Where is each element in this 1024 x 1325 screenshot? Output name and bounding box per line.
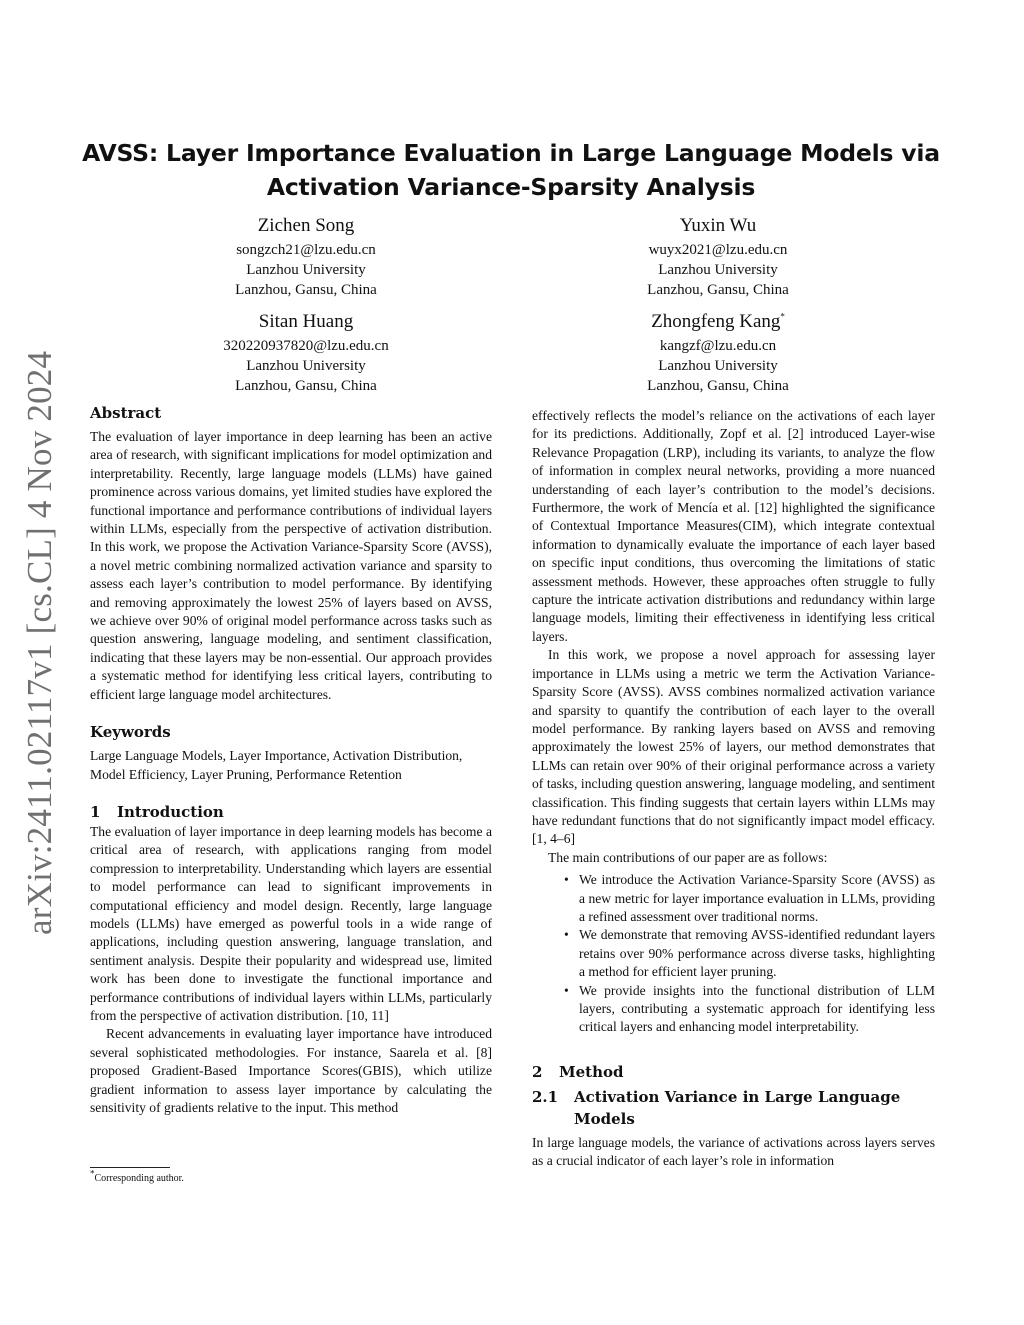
intro-paragraph-4: In this work, we propose a novel approach for assessing layer importance in LLMs using a metric we term the Activation Variance-Sparsity Score (AVSS). AVSS combines normalized activation variance and sparsity to quantify the contribution of each layer to the overall model performance. By ranking layers based on AVSS and removing approximately the lowest 25% of layers, our method demonstrates that LLMs can retain over 90% of their original performance across a variety of tasks, including question answering, language modeling, and sentiment classification. This finding suggests that certain layers within LLMs may have redundant functions that do not significantly impact model efficacy. [1, 4–6]: [532, 647, 935, 847]
author-name: Zhongfeng Kang*: [651, 311, 785, 332]
left-column: [90, 402, 492, 1117]
footnote-text: Corresponding author.: [94, 1173, 184, 1184]
list-item: • We introduce the Activation Variance-Sparsity Score (AVSS) as a new metric for layer importance evaluation in LLMs, providing a refined assessment over traditional norms.: [564, 872, 935, 924]
author-location: Lanzhou, Gansu, China: [235, 282, 377, 298]
author-location: Lanzhou, Gansu, China: [647, 378, 789, 394]
abstract-text: The evaluation of layer importance in deep learning has been an active area of research, with significant implications for model optimization and interpretability. Recently, large language models (LLMs) have gained prominence across various domains, yet limited studies have explored the functional importance and performance contributions of individual layers within LLMs, especially from the perspective of activation distribution. In this work, we propose the Activation Variance-Sparsity Score (AVSS), a novel metric combining normalized activation variance and sparsity to assess each layer’s contribution to model performance. By identifying and removing approximately the lowest 25% of layers based on AVSS, we achieve over 90% of original model performance across tasks such as question answering, language modeling, and sentiment classification, indicating that these layers may be non-essential. Our approach provides a systematic method for identifying less critical layers, contributing to efficient large language model architectures.: [90, 429, 492, 702]
introduction-heading: [90, 801, 492, 823]
author-block-2: [568, 214, 868, 300]
keywords-text: Large Language Models, Layer Importance, Activation Distribution, Model Efficiency, Layer Pruning, Performance Retention: [90, 748, 463, 782]
bullet-icon: •: [564, 872, 569, 888]
list-item: • We provide insights into the functional distribution of LLM layers, contributing a systematic approach for identifying less critical layers and enhancing model interpretability.: [564, 982, 935, 1035]
subsection-title: Activation Variance in Large Language Models: [574, 1087, 901, 1128]
author-block-1: [156, 214, 456, 300]
author-name: Yuxin Wu: [679, 215, 757, 236]
title-line-1: AVSS: Layer Importance Evaluation in Large Language Models via: [82, 139, 940, 167]
intro-paragraph-1: The evaluation of layer importance in deep learning models has become a critical area of research, with applications ranging from model compression to interpretability. Understanding which layers are essential to model performance can lead to significant improvements in computational efficiency and model design. Recently, large language models (LLMs) have emerged as powerful tools in a wide range of applications, including question answering, language translation, and sentiment analysis. Despite their popularity and widespread use, limited work has been done to investigate the functional importance and performance contributions of individual layers within LLMs, particularly from the perspective of activation distribution. [10, 11]: [90, 823, 492, 1023]
intro-paragraph-5: The main contributions of our paper are as follows:: [548, 849, 828, 865]
author-affiliation: Lanzhou University: [658, 262, 778, 278]
subsection-number: 2.1: [532, 1087, 559, 1106]
section-number: 1: [90, 802, 101, 821]
author-location: Lanzhou, Gansu, China: [647, 282, 789, 298]
abstract-heading: Abstract: [90, 404, 162, 422]
footnote-mark: *: [90, 1168, 95, 1179]
footnote: [90, 1168, 184, 1184]
section-title: Method: [559, 1062, 624, 1081]
footnote-divider: [90, 1167, 170, 1168]
bullet-icon: •: [564, 982, 569, 998]
author-name: Zichen Song: [257, 215, 355, 236]
author-block-4: [568, 310, 868, 396]
author-block-3: [156, 310, 456, 396]
contributions-list: [532, 871, 935, 1037]
corresponding-author-mark: *: [780, 311, 785, 322]
author-name: Sitan Huang: [258, 311, 354, 332]
author-email: 320220937820@lzu.edu.cn: [223, 338, 389, 354]
author-affiliation: Lanzhou University: [246, 262, 366, 278]
author-email: kangzf@lzu.edu.cn: [659, 338, 777, 354]
list-item: • We demonstrate that removing AVSS-identified redundant layers retains over 90% performance across diverse tasks, highlighting a method for efficient layer pruning.: [564, 927, 935, 980]
method-heading: [532, 1061, 935, 1083]
author-affiliation: Lanzhou University: [658, 358, 778, 374]
bullet-icon: •: [564, 927, 569, 943]
section-title: Introduction: [117, 802, 224, 821]
intro-paragraph-3: effectively reflects the model’s reliance on the activations of each layer for its predictions. Additionally, Zopf et al. [2] introduced Layer-wise Relevance Propagation (LRP), including its variants, to analyze the flow of information in complex neural networks, providing a more nuanced understanding of each layer’s contribution to the model’s decisions. Furthermore, the work of Mencía et al. [12] highlighted the significance of Contextual Importance Measures(CIM), which integrate contextual information to dynamically evaluate the importance of each layer based on specific input conditions, thus overcoming the limitations of static assessment methods. However, these approaches often struggle to fully capture the intricate activation distributions and redundancy within large language models, limiting their effectiveness in identifying less critical layers.: [532, 408, 935, 644]
author-affiliation: Lanzhou University: [246, 358, 366, 374]
right-column: [532, 407, 935, 1171]
keywords-heading: Keywords: [90, 723, 171, 742]
subsection-heading: [532, 1086, 935, 1130]
paper-title: [80, 136, 942, 204]
title-line-2: Activation Variance-Sparsity Analysis: [266, 173, 756, 201]
intro-paragraph-2: Recent advancements in evaluating layer importance have introduced several sophisticated methodologies. For instance, Saarela et al. [8] proposed Gradient-Based Importance Scores(GBIS), which utilize gradient information to assess layer importance by calculating the sensitivity of gradients relative to the input. This method: [90, 1026, 492, 1115]
section-number: 2: [532, 1062, 543, 1081]
method-paragraph: In large language models, the variance of activations across layers serves as a crucial indicator of each layer’s role in information: [532, 1134, 935, 1169]
author-location: Lanzhou, Gansu, China: [235, 378, 377, 394]
author-email: songzch21@lzu.edu.cn: [236, 242, 376, 258]
author-email: wuyx2021@lzu.edu.cn: [648, 242, 788, 258]
arxiv-sidebar-stamp: arXiv:2411.02117v1 [cs.CL] 4 Nov 2024: [20, 350, 59, 935]
